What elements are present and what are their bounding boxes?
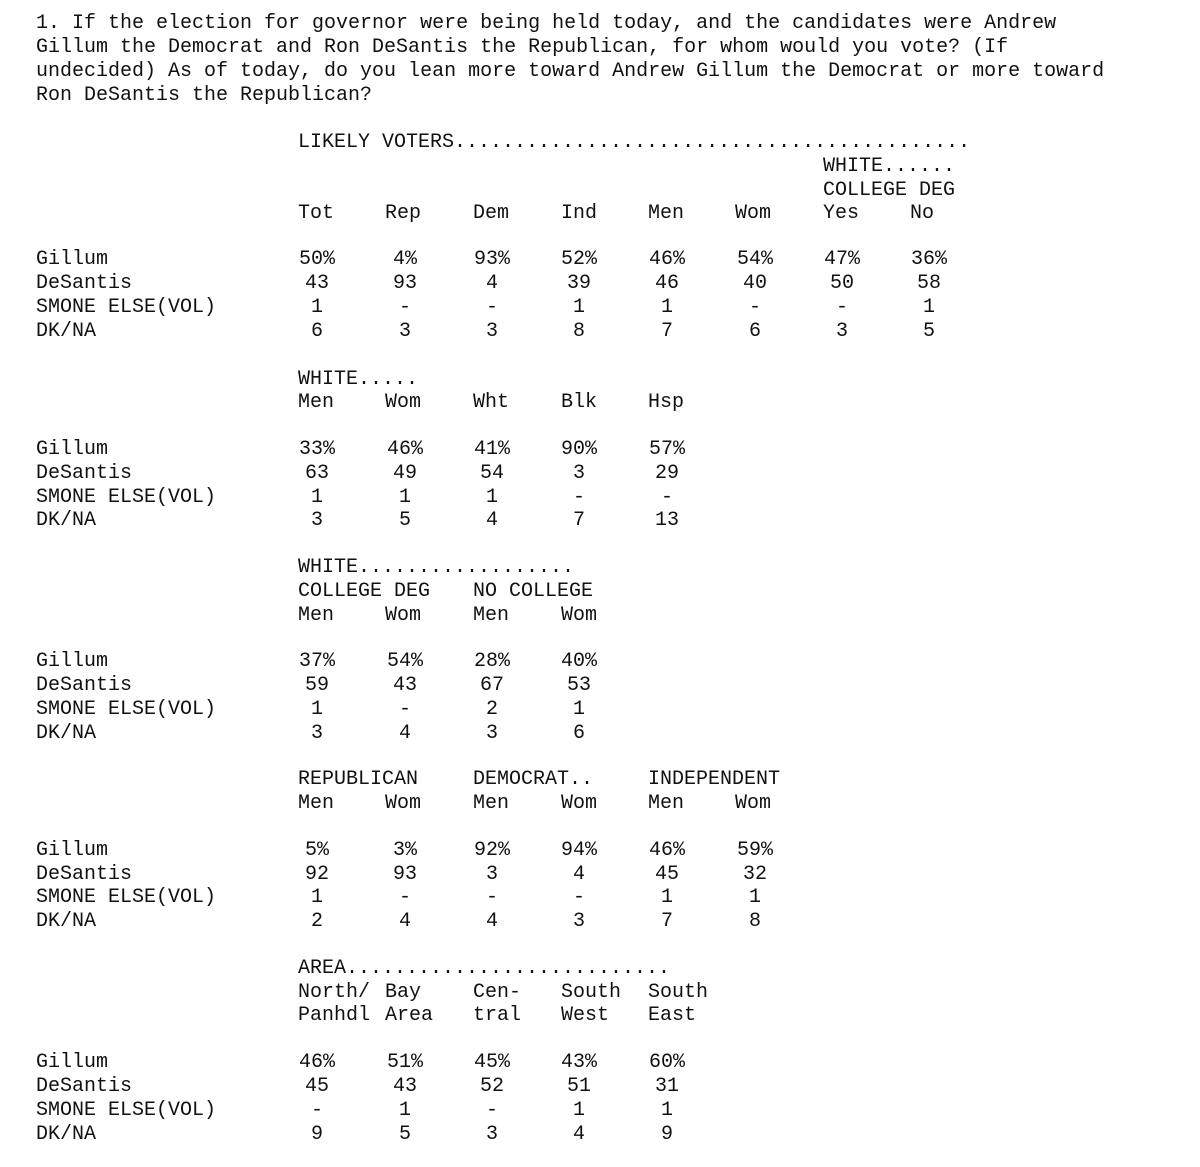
data-cell: 41% [473, 438, 510, 461]
data-cell: 1 [660, 886, 673, 909]
col-header: Wht [473, 391, 510, 414]
row-label: DK/NA [36, 722, 97, 745]
col-header: Men [473, 792, 510, 815]
data-cell: 93% [473, 248, 510, 271]
data-cell: 6 [572, 722, 585, 745]
row-label: DeSantis [36, 272, 133, 295]
group-header-white: WHITE...... [823, 155, 956, 178]
row-label: Gillum [36, 438, 109, 461]
data-cell: - [398, 698, 411, 721]
col-header: Wom [735, 202, 772, 225]
row-label: DeSantis [36, 1075, 133, 1098]
data-cell: 43 [304, 272, 329, 295]
data-cell: 3 [485, 320, 498, 343]
data-cell: 6 [310, 320, 323, 343]
group-header-white: WHITE.................. [298, 556, 575, 579]
data-cell: 29 [654, 462, 679, 485]
data-cell: 50% [298, 248, 335, 271]
data-cell: 39 [566, 272, 591, 295]
row-label: SMONE ELSE(VOL) [36, 1099, 217, 1122]
row-label: Gillum [36, 650, 109, 673]
group-header-college-deg: COLLEGE DEG [823, 179, 956, 202]
data-cell: 4% [392, 248, 417, 271]
data-cell: 1 [310, 886, 323, 909]
group-header-republican: REPUBLICAN [298, 768, 419, 791]
col-header: Ind [561, 202, 598, 225]
group-header-area: AREA........................... [298, 957, 671, 980]
col-header: Men [648, 202, 685, 225]
data-cell: 36% [910, 248, 947, 271]
data-cell: 57% [648, 438, 685, 461]
data-cell: 46% [298, 1051, 335, 1074]
group-header-likely-voters: LIKELY VOTERS........................................... [298, 131, 971, 154]
data-cell: 3 [310, 509, 323, 532]
data-cell: 51% [386, 1051, 423, 1074]
data-cell: 51 [566, 1075, 591, 1098]
data-cell: 33% [298, 438, 335, 461]
data-cell: 1 [398, 486, 411, 509]
data-cell: 3 [485, 1123, 498, 1146]
data-cell: - [398, 886, 411, 909]
col-header: South [648, 981, 709, 1004]
col-header: Rep [385, 202, 422, 225]
data-cell: 43% [560, 1051, 597, 1074]
group-header-independent: INDEPENDENT [648, 768, 781, 791]
row-label: Gillum [36, 839, 109, 862]
data-cell: 54% [386, 650, 423, 673]
row-label: DK/NA [36, 1123, 97, 1146]
data-cell: 9 [310, 1123, 323, 1146]
group-header-white: WHITE..... [298, 368, 419, 391]
col-header: Men [473, 604, 510, 627]
data-cell: 3 [485, 863, 498, 886]
data-cell: 53 [566, 674, 591, 697]
col-header: North/ [298, 981, 371, 1004]
data-cell: 4 [485, 509, 498, 532]
data-cell: 1 [485, 486, 498, 509]
col-header: tral [473, 1004, 522, 1027]
row-label: DK/NA [36, 320, 97, 343]
question-line: 1. If the election for governor were being held today, and the candidates were Andrew [36, 12, 1057, 35]
col-header: No [910, 202, 935, 225]
data-cell: 2 [485, 698, 498, 721]
data-cell: 52% [560, 248, 597, 271]
col-header: Dem [473, 202, 510, 225]
data-cell: 4 [485, 272, 498, 295]
data-cell: 4 [398, 722, 411, 745]
data-cell: 40 [742, 272, 767, 295]
data-cell: 94% [560, 839, 597, 862]
data-cell: 8 [748, 910, 761, 933]
data-cell: 7 [660, 320, 673, 343]
data-cell: 13 [654, 509, 679, 532]
row-label: DeSantis [36, 462, 133, 485]
data-cell: 67 [479, 674, 504, 697]
data-cell: 3 [398, 320, 411, 343]
data-cell: 49 [392, 462, 417, 485]
col-header: Wom [385, 604, 422, 627]
data-cell: 4 [572, 863, 585, 886]
col-header: Wom [385, 792, 422, 815]
data-cell: 1 [660, 296, 673, 319]
col-header: Men [648, 792, 685, 815]
data-cell: 9 [660, 1123, 673, 1146]
data-cell: 1 [310, 486, 323, 509]
data-cell: 92% [473, 839, 510, 862]
data-cell: 3% [392, 839, 417, 862]
data-cell: 43 [392, 1075, 417, 1098]
col-header: West [561, 1004, 610, 1027]
data-cell: 3 [572, 462, 585, 485]
col-header: Wom [561, 604, 598, 627]
data-cell: 6 [748, 320, 761, 343]
group-header-no-college: NO COLLEGE [473, 580, 594, 603]
col-header: Men [298, 604, 335, 627]
group-header-college-deg: COLLEGE DEG [298, 580, 431, 603]
col-header: Tot [298, 202, 335, 225]
data-cell: 59% [736, 839, 773, 862]
data-cell: - [310, 1099, 323, 1122]
col-header: Hsp [648, 391, 685, 414]
data-cell: 52 [479, 1075, 504, 1098]
group-header-democrat: DEMOCRAT.. [473, 768, 594, 791]
data-cell: 1 [572, 296, 585, 319]
data-cell: - [660, 486, 673, 509]
data-cell: 2 [310, 910, 323, 933]
col-header: Panhdl [298, 1004, 371, 1027]
data-cell: 4 [485, 910, 498, 933]
data-cell: 47% [823, 248, 860, 271]
col-header: Area [385, 1004, 434, 1027]
data-cell: 7 [660, 910, 673, 933]
data-cell: 54% [736, 248, 773, 271]
data-cell: 4 [398, 910, 411, 933]
data-cell: 45 [654, 863, 679, 886]
data-cell: 43 [392, 674, 417, 697]
data-cell: 5 [922, 320, 935, 343]
col-header: Yes [823, 202, 860, 225]
data-cell: 4 [572, 1123, 585, 1146]
data-cell: 31 [654, 1075, 679, 1098]
col-header: East [648, 1004, 697, 1027]
data-cell: 58 [916, 272, 941, 295]
data-cell: 45 [304, 1075, 329, 1098]
data-cell: 46% [648, 839, 685, 862]
data-cell: 90% [560, 438, 597, 461]
data-cell: 5 [398, 1123, 411, 1146]
data-cell: - [572, 486, 585, 509]
data-cell: - [485, 886, 498, 909]
question-line: undecided) As of today, do you lean more toward Andrew Gillum the Democrat or more toward [36, 60, 1105, 83]
data-cell: 93 [392, 863, 417, 886]
row-label: Gillum [36, 1051, 109, 1074]
data-cell: 46% [386, 438, 423, 461]
data-cell: 54 [479, 462, 504, 485]
col-header: Wom [735, 792, 772, 815]
data-cell: 1 [922, 296, 935, 319]
row-label: DeSantis [36, 674, 133, 697]
data-cell: 1 [398, 1099, 411, 1122]
row-label: SMONE ELSE(VOL) [36, 296, 217, 319]
col-header: Wom [561, 792, 598, 815]
data-cell: 46 [654, 272, 679, 295]
data-cell: 28% [473, 650, 510, 673]
row-label: DeSantis [36, 863, 133, 886]
data-cell: 60% [648, 1051, 685, 1074]
data-cell: 50 [829, 272, 854, 295]
row-label: DK/NA [36, 910, 97, 933]
data-cell: 92 [304, 863, 329, 886]
data-cell: - [572, 886, 585, 909]
data-cell: - [485, 296, 498, 319]
data-cell: 5 [398, 509, 411, 532]
data-cell: 46% [648, 248, 685, 271]
data-cell: 1 [572, 1099, 585, 1122]
data-cell: 63 [304, 462, 329, 485]
col-header: Cen- [473, 981, 522, 1004]
data-cell: - [398, 296, 411, 319]
data-cell: 1 [572, 698, 585, 721]
col-header: Bay [385, 981, 422, 1004]
data-cell: 5% [304, 839, 329, 862]
data-cell: 3 [485, 722, 498, 745]
data-cell: 45% [473, 1051, 510, 1074]
data-cell: 3 [572, 910, 585, 933]
row-label: Gillum [36, 248, 109, 271]
data-cell: 1 [310, 296, 323, 319]
data-cell: 1 [660, 1099, 673, 1122]
data-cell: - [485, 1099, 498, 1122]
data-cell: 59 [304, 674, 329, 697]
data-cell: 8 [572, 320, 585, 343]
row-label: DK/NA [36, 509, 97, 532]
data-cell: 40% [560, 650, 597, 673]
data-cell: 7 [572, 509, 585, 532]
data-cell: 37% [298, 650, 335, 673]
data-cell: 1 [748, 886, 761, 909]
col-header: Men [298, 792, 335, 815]
col-header: Wom [385, 391, 422, 414]
col-header: South [561, 981, 622, 1004]
data-cell: - [835, 296, 848, 319]
row-label: SMONE ELSE(VOL) [36, 886, 217, 909]
data-cell: 1 [310, 698, 323, 721]
col-header: Blk [561, 391, 598, 414]
data-cell: 32 [742, 863, 767, 886]
row-label: SMONE ELSE(VOL) [36, 698, 217, 721]
data-cell: - [748, 296, 761, 319]
row-label: SMONE ELSE(VOL) [36, 486, 217, 509]
data-cell: 93 [392, 272, 417, 295]
question-line: Gillum the Democrat and Ron DeSantis the Republican, for whom would you vote? (If [36, 36, 1009, 59]
data-cell: 3 [835, 320, 848, 343]
question-line: Ron DeSantis the Republican? [36, 84, 373, 107]
col-header: Men [298, 391, 335, 414]
data-cell: 3 [310, 722, 323, 745]
